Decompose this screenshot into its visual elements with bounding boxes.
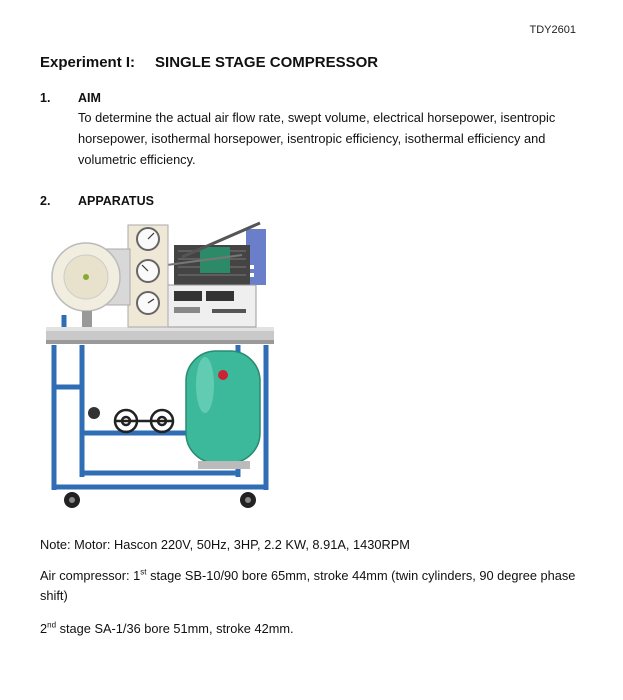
second-prefix: 2: [40, 621, 48, 636]
gauge-board: [128, 225, 168, 327]
compressor-note: [40, 566, 590, 606]
second-sup: nd: [47, 620, 57, 630]
aim-number: 1.: [40, 91, 51, 105]
apparatus-photo: [42, 215, 278, 515]
compressor-rest: stage SB-10/90 bore 65mm, stroke 44mm (twin cylinders, 90 degree phase shift): [40, 568, 576, 603]
apparatus-number: 2.: [40, 194, 51, 208]
motor-note: Note: Motor: Hascon 220V, 50Hz, 3HP, 2.2 KW, 8.91A, 1430RPM: [40, 537, 410, 552]
experiment-title: [40, 54, 378, 71]
apparatus-heading: [40, 194, 154, 208]
document-code: TDY2601: [529, 24, 576, 36]
experiment-name: SINGLE STAGE COMPRESSOR: [155, 54, 379, 71]
apparatus-heading-text: APPARATUS: [78, 194, 154, 208]
pulleys: [115, 410, 173, 432]
table-top: [46, 327, 274, 344]
aim-text: To determine the actual air flow rate, swept volume, electrical horsepower, isentropic horsepower, isothermal horsepower, isentropic efficiency, isothermal efficiency and volumetric efficiency.: [78, 110, 556, 167]
control-box: [168, 285, 256, 327]
aim-heading-text: AIM: [78, 91, 101, 105]
air-tank: [186, 351, 260, 469]
second-rest: stage SA-1/36 bore 51mm, stroke 42mm.: [56, 621, 294, 636]
drum-meter: [52, 243, 130, 327]
experiment-label: Experiment I:: [40, 54, 136, 71]
second-stage-note: [40, 619, 590, 639]
compressor-prefix: Air compressor: 1: [40, 568, 141, 583]
compressor-sup: st: [140, 567, 147, 577]
compressor-rig-illustration: [42, 215, 278, 515]
aim-heading: [40, 91, 101, 105]
